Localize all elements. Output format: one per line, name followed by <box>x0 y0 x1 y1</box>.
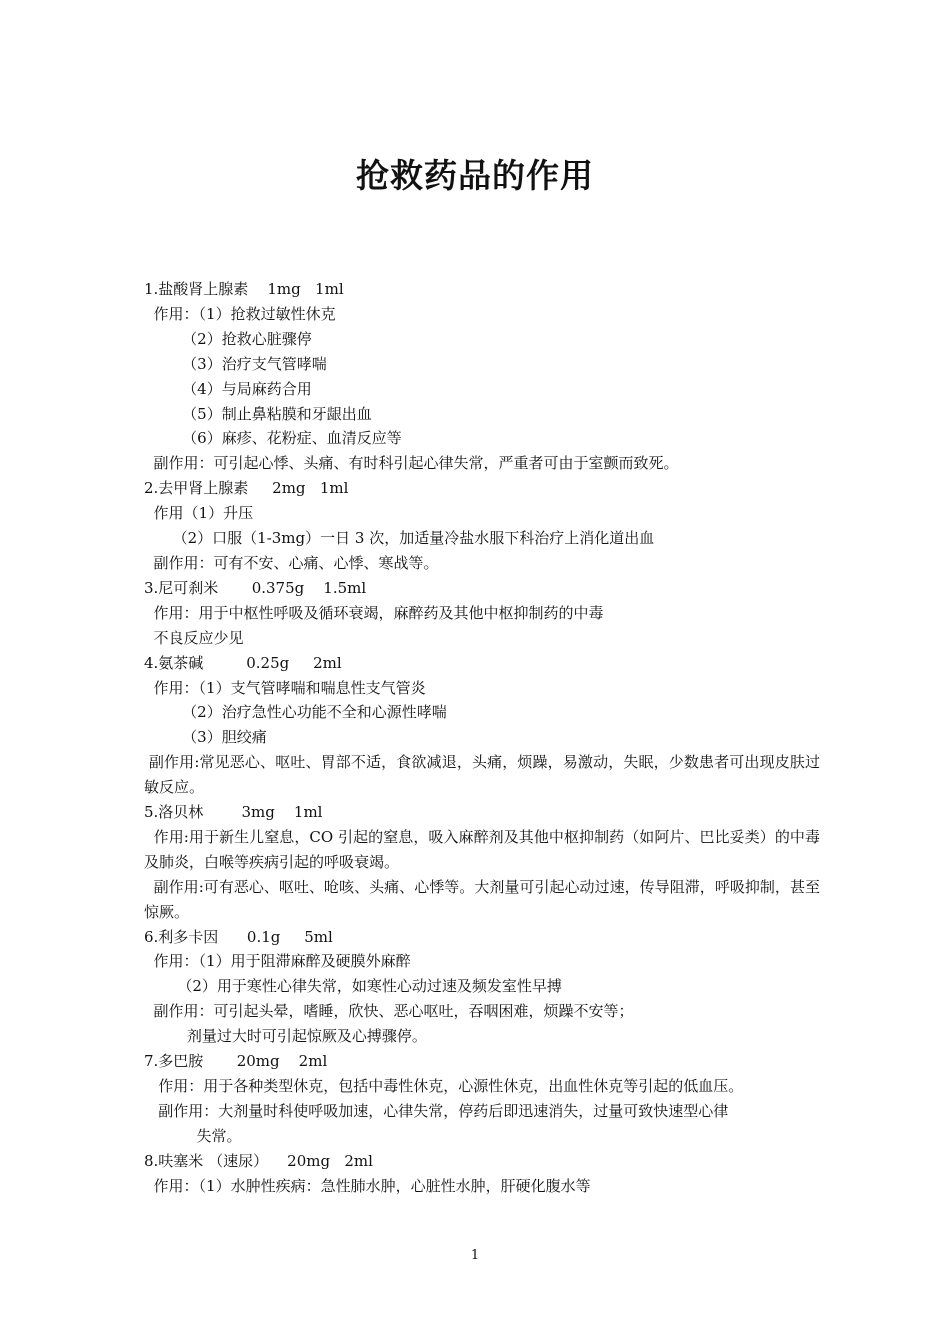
drug-effect-line: 作用：（1）用于阻滞麻醉及硬膜外麻醉 <box>144 952 411 971</box>
drug-effect-line: 作用：用于中枢性呼吸及循环衰竭，麻醉药及其他中枢抑制药的中毒 <box>144 603 604 622</box>
drug-effect-line: 作用：（1）水肿性疾病：急性肺水肿，心脏性水肿，肝硬化腹水等 <box>144 1176 591 1195</box>
drug-heading: 4.氨茶碱 0.25g 2ml <box>144 653 342 672</box>
drug-effect-line: （2）用于寒性心律失常，如寒性心动过速及频发室性早搏 <box>144 977 562 996</box>
drug-effect-line: （5）制止鼻粘膜和牙龈出血 <box>144 404 372 423</box>
drug-side-effect-line: 剂量过大时可引起惊厥及心搏骤停。 <box>144 1027 427 1046</box>
drug-effect-line: （2）口服（1-3mg）一日 3 次，加适量冷盐水服下科治疗上消化道出血 <box>144 529 655 548</box>
drug-side-effect-line: 副作用：可引起头晕，嗜睡，欣快、恶心呕吐，吞咽困难，烦躁不安等； <box>144 1002 634 1021</box>
drug-heading: 6.利多卡因 0.1g 5ml <box>144 927 333 946</box>
drug-heading: 8.呋塞米 （速尿） 20mg 2ml <box>144 1151 373 1170</box>
drug-effect-line: 作用：用于各种类型休克，包括中毒性休克，心源性休克，出血性休克等引起的低血压。 <box>144 1077 744 1095</box>
drug-side-effect-line: 副作用：可有不安、心痛、心悸、寒战等。 <box>144 553 439 572</box>
drug-side-effect-paragraph: 副作用:常见恶心、呕吐、胃部不适，食欲减退，头痛，烦躁，易激动，失眠，少数患者可出现皮肤过敏反应。 <box>144 753 820 797</box>
drug-effect-line: 作用：（1）支气管哮喘和喘息性支气管炎 <box>144 678 426 697</box>
drug-side-effect-line: 失常。 <box>144 1126 242 1145</box>
drug-effect-line: （3）治疗支气管哮喘 <box>144 354 327 373</box>
drug-heading: 7.多巴胺 20mg 2ml <box>144 1052 328 1071</box>
drug-effect-paragraph: 作用:用于新生儿窒息，CO 引起的窒息，吸入麻醉剂及其他中枢抑制药（如阿片、巴比妥类）的中毒及肺炎，白喉等疾病引起的呼吸衰竭。 <box>144 827 820 871</box>
drug-effect-line: 作用（1）升压 <box>144 504 254 523</box>
drug-effect-line: （4）与局麻药合用 <box>144 379 312 398</box>
drug-effect-line: 作用：（1）抢救过敏性休克 <box>144 304 336 323</box>
drug-effect-line: （2）治疗急性心功能不全和心源性哮喘 <box>144 703 447 722</box>
drug-side-effect-line: 副作用：可引起心悸、头痛、有时科引起心律失常，严重者可由于室颤而致死。 <box>144 454 679 473</box>
page-title: 抢救药品的作用 <box>356 156 594 195</box>
drug-side-effect-line: 不良反应少见 <box>144 628 244 647</box>
drug-heading: 3.尼可刹米 0.375g 1.5ml <box>144 578 367 597</box>
drug-heading: 5.洛贝林 3mg 1ml <box>144 803 323 822</box>
drug-heading: 1.盐酸肾上腺素 1mg 1ml <box>144 280 344 298</box>
drug-heading: 2.去甲肾上腺素 2mg 1ml <box>144 479 349 498</box>
page-number: 1 <box>470 1248 480 1263</box>
drug-effect-line: （6）麻疹、花粉症、血清反应等 <box>144 429 402 448</box>
document-body <box>144 277 820 1199</box>
drug-effect-line: （2）抢救心脏骤停 <box>144 329 312 348</box>
drug-side-effect-paragraph: 副作用:可有恶心、呕吐、呛咳、头痛、心悸等。大剂量可引起心动过速，传导阻滞，呼吸抑制，甚至惊厥。 <box>144 877 820 921</box>
drug-effect-line: （3）胆绞痛 <box>144 728 267 747</box>
drug-side-effect-line: 副作用：大剂量时科使呼吸加速，心律失常，停药后即迅速消失，过量可致快速型心律 <box>144 1101 729 1120</box>
